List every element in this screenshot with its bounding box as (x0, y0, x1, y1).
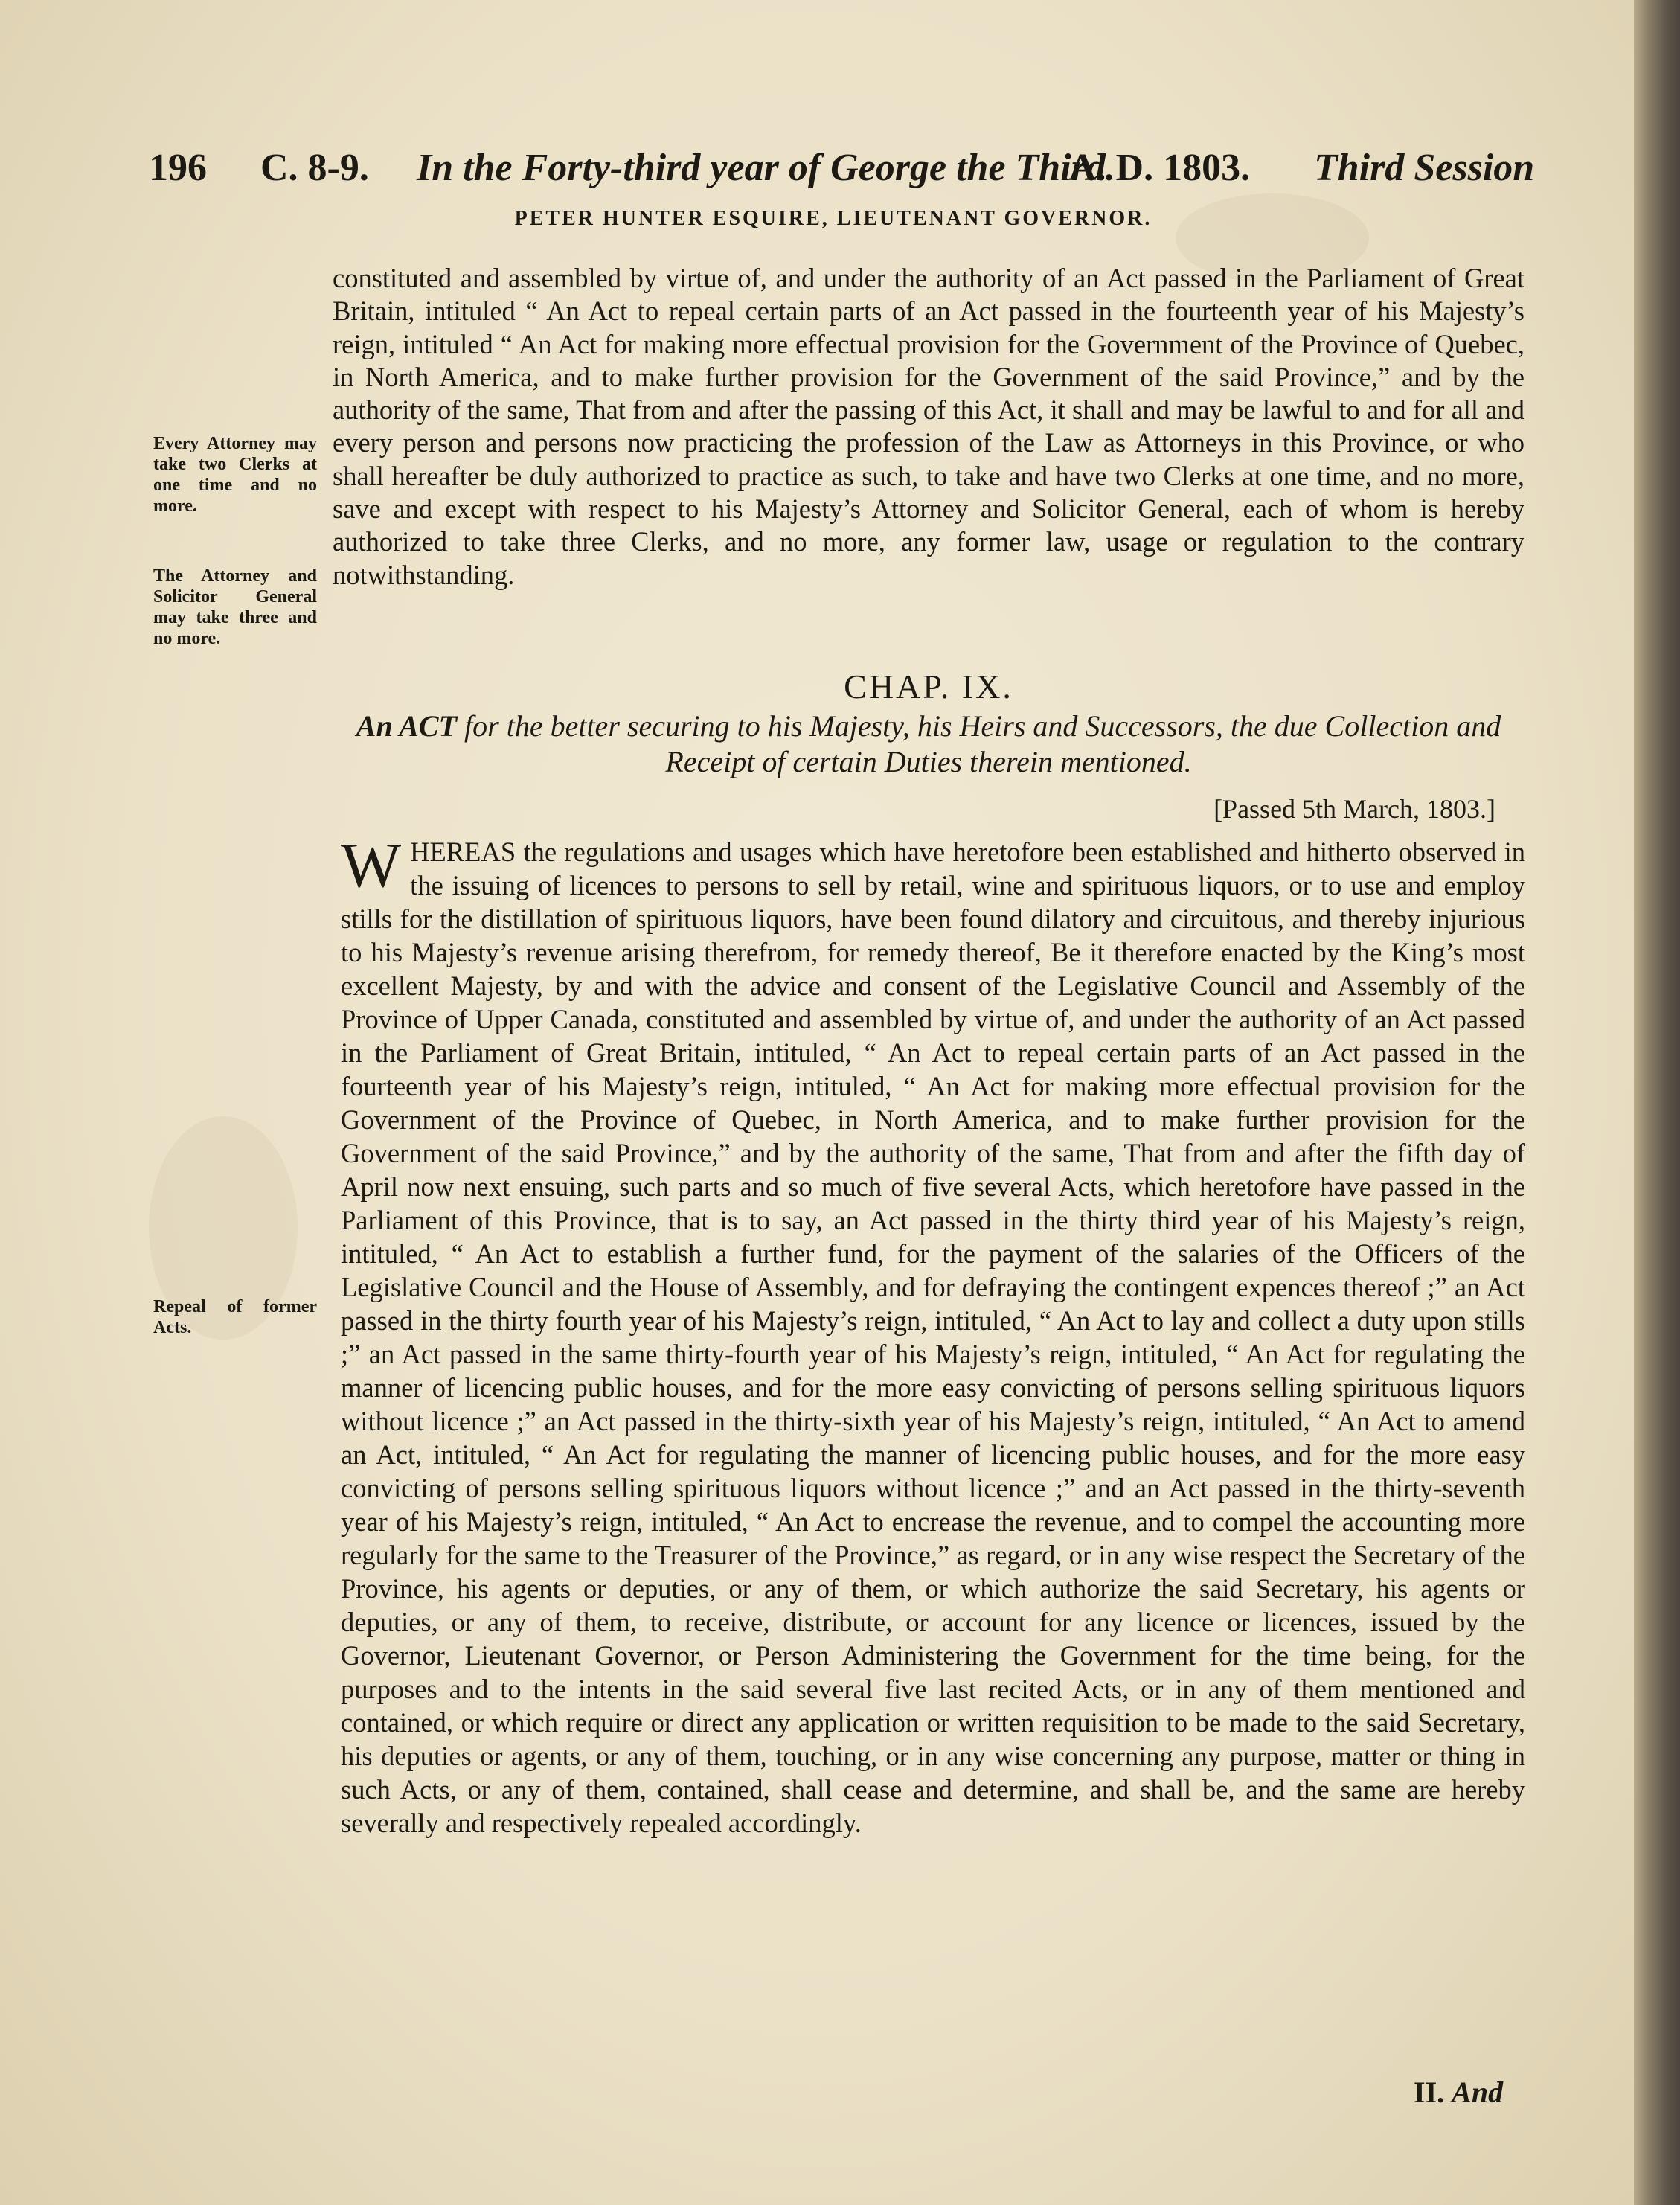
catchword (1414, 2075, 1503, 2110)
regnal-year: In the Forty-third year of George the Third. (417, 147, 1115, 189)
chapter-reference: C. 8-9. (260, 147, 369, 189)
session-label: Third Session (1314, 147, 1535, 189)
drop-cap: W (341, 829, 402, 900)
catchword-number: II. (1414, 2076, 1445, 2109)
margin-note-solicitor-general: The Attorney and Solicitor General may take three and no more. (153, 566, 317, 648)
book-gutter (1634, 0, 1680, 2205)
act-title-rest: for the better securing to his Majesty, his Heirs and Successors, the due Collection and Receipt of certain Duties therein mentioned. (464, 709, 1501, 778)
running-head (149, 146, 1535, 198)
act-body (341, 829, 1525, 1840)
anno-domini: A. D. 1803. (1068, 147, 1251, 189)
section-paragraph: constituted and assembled by virtue of, and under the authority of an Act passed in the Parliament of Great Britain, intituled “ An Act to repeal certain parts of an Act passed in the fourteenth year of his Majesty’s reign, intituled “ An Act for making more effectual provision for the Government of the Province of Quebec, in North America, and to make further provision for the Government of the said Province,” and by the authority of the same, That from and after the passing of this Act, it shall and may be lawful to and for all and every person and persons now practicing the profession of the Law as Attorneys in this Province, or who shall hereafter be duly authorized to practice as such, to take and have two Clerks at one time, and no more, save and except with respect to his Majesty’s Attorney and Solicitor General, each of whom is hereby authorized to take three Clerks, and no more, any former law, usage or regulation to the contrary notwithstanding. (333, 263, 1524, 590)
governor-line: PETER HUNTER ESQUIRE, LIEUTENANT GOVERNOR. (514, 207, 1152, 230)
act-title-lead: An ACT (356, 709, 458, 743)
passed-date: [Passed 5th March, 1803.] (1213, 794, 1495, 824)
margin-note-repeal: Repeal of former Acts. (153, 1297, 317, 1337)
page-number: 196 (149, 147, 207, 189)
chapter-heading: CHAP. IX. (844, 668, 1013, 705)
act-title (333, 708, 1524, 780)
margin-note-attorney-clerks: Every Attorney may take two Clerks at one time and no more. (153, 434, 317, 516)
act-paragraph: HEREAS the regulations and usages which have heretofore been established and hitherto observed in the issuing of licences to persons to sell by retail, wine and spirituous liquors, or to use and employ stills for the distillation of spirituous liquors, have been found dilatory and circuitous, and thereby injurious to his Majesty’s revenue arising therefrom, for remedy thereof, Be it therefore enacted by the King’s most excellent Majesty, by and with the advice and consent of the Legislative Council and Assembly of the Province of Upper Canada, constituted and assembled by virtue of, and under the authority of an Act passed in the Parliament of Great Britain, intituled, “ An Act to repeal certain parts of an Act passed in the fourteenth year of his Majesty’s reign, intituled, “ An Act for making more effectual provision for the Government of the Province of Quebec, in North America, and to make further provision for the Government of the said Province,” and by the authority of the same, That from and after the fifth day of April now next ensuing, such parts and so much of five several Acts, which heretofore have passed in the Parliament of this Province, that is to say, an Act passed in the thirty third year of his Majesty’s reign, intituled, “ An Act to establish a further fund, for the payment of the salaries of the Officers of the Legislative Council and the House of Assembly, and for defraying the contingent expences thereof ;” an Act passed in the thirty fourth year of his Majesty’s reign, intituled, “ An Act to lay and collect a duty upon stills ;” an Act passed in the same thirty-fourth year of his Majesty’s reign, intituled, “ An Act for regulating the manner of licencing public houses, and for the more easy convicting of persons selling spirituous liquors without licence ;” an Act passed in the thirty-sixth year of his Majesty’s reign, intituled, “ An Act to amend an Act, intituled, “ An Act for regulating the manner of licencing public houses, and for the more easy convicting of persons selling spirituous liquors without licence ;” and an Act passed in the thirty-seventh year of his Majesty’s reign, intituled, “ An Act to encrease the revenue, and to compel the accounting more regularly for the same to the Treasurer of the Province,” as regard, or in any wise respect the Secretary of the Province, his agents or deputies, or any of them, or which authorize the said Secretary, his agents or deputies, or any of them, to receive, distribute, or account for any licence or licences, issued by the Governor, Lieutenant Governor, or Person Administering the Government for the time being, for the purposes and to the intents in the said several five last recited Acts, or in any of them mentioned and contained, or which require or direct any application or written requisition to be made to the said Secretary, his deputies or agents, or any of them, touching, or in any wise concerning any purpose, matter or thing in such Acts, or any of them, contained, shall cease and determine, and shall be, and the same are hereby severally and respectively repealed accordingly. (341, 836, 1525, 1838)
section-continuation (333, 262, 1524, 592)
catchword-word: And (1452, 2076, 1504, 2109)
